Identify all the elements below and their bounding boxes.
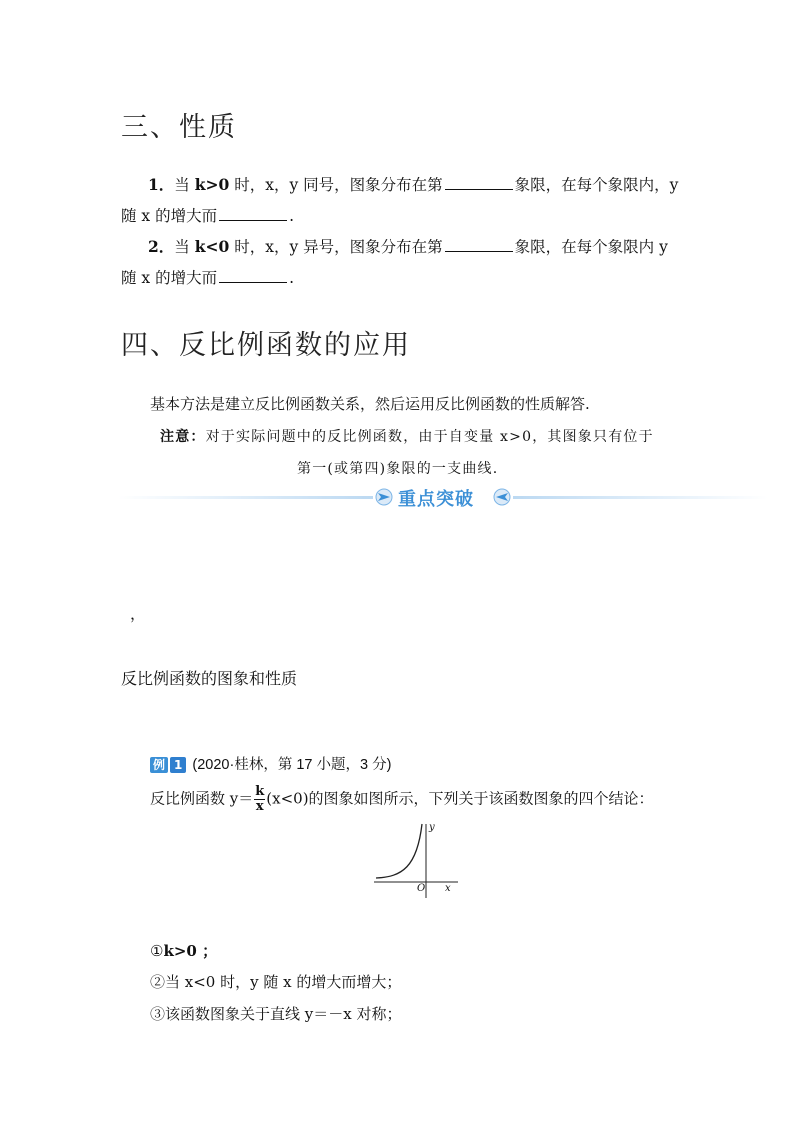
stem-suffix: (x<0)的图象如图所示，下列关于该函数图象的四个结论：	[266, 789, 654, 808]
graph-origin-label: O	[417, 883, 426, 894]
section-heading-application: 四、反比例函数的应用	[121, 330, 411, 361]
banner-title: 重点突破	[398, 489, 474, 510]
property-1-blank-trend[interactable]	[219, 206, 287, 221]
fraction-k-over-x	[254, 785, 265, 814]
property-1-line-2	[121, 206, 294, 226]
property-1-line-1	[148, 175, 678, 195]
conclusion-3-text: 该函数图象关于直线 y＝－x 对称；	[165, 1005, 402, 1023]
conclusion-1-text: k>0 ；	[163, 942, 218, 960]
example-stem	[150, 785, 654, 814]
property-2-blank-trend[interactable]	[219, 268, 287, 283]
conclusion-3-mark: ③	[150, 1005, 166, 1023]
property-1-text-c: 象限，在每个象限内，y	[514, 176, 679, 194]
section-heading-properties: 三、性质	[121, 112, 237, 143]
conclusion-3	[150, 1004, 402, 1024]
property-2-text-b: 时，x，y 异号，图象分布在第	[234, 238, 443, 256]
stem-prefix: 反比例函数 y＝	[150, 789, 254, 808]
stray-comma: ，	[130, 605, 146, 623]
property-1-condition: k>0	[194, 175, 230, 194]
property-2-text-c: 象限，在每个象限内 y	[514, 238, 668, 256]
property-1-end: .	[289, 207, 295, 225]
graph-x-label: x	[445, 883, 451, 894]
conclusion-2-mark: ②	[150, 973, 166, 991]
conclusion-1-mark: ①	[150, 942, 164, 960]
example-number: 1	[170, 757, 186, 773]
example-header	[150, 753, 391, 774]
property-1-text-d: 随 x 的增大而	[121, 207, 218, 225]
conclusion-2	[150, 972, 401, 992]
property-2-line-1	[148, 237, 668, 257]
fraction-numerator: k	[255, 784, 265, 799]
property-2-text-a: 当	[174, 238, 190, 256]
conclusion-2-text: 当 x<0 时，y 随 x 的增大而增大；	[165, 973, 402, 991]
section-banner	[118, 484, 768, 510]
function-graph	[372, 822, 462, 900]
property-1-number: 1．	[148, 175, 175, 194]
application-method: 基本方法是建立反比例函数关系，然后运用反比例函数的性质解答.	[150, 395, 590, 413]
hyperbola-curve	[376, 824, 422, 878]
application-note-line-1	[160, 426, 654, 446]
property-1-text-b: 时，x，y 同号，图象分布在第	[234, 176, 443, 194]
application-note-line-2: 第一(或第四)象限的一支曲线.	[297, 461, 499, 477]
example-source: (2020·桂林，第 17 小题，3 分)	[192, 757, 392, 773]
note-text: 对于实际问题中的反比例函数，由于自变量 x>0，其图象只有位于	[205, 429, 654, 445]
fraction-denominator: x	[255, 799, 264, 814]
left-arrow-icon	[376, 489, 392, 505]
property-2-blank-quadrant[interactable]	[445, 237, 513, 252]
right-arrow-icon	[494, 489, 510, 505]
property-2-text-d: 随 x 的增大而	[121, 269, 218, 287]
property-2-line-2	[121, 268, 294, 288]
property-2-condition: k<0	[194, 237, 230, 256]
property-1-text-a: 当	[174, 176, 190, 194]
example-tag: 例	[150, 757, 168, 773]
conclusion-1	[150, 941, 217, 961]
property-2-end: .	[289, 269, 295, 287]
property-1-blank-quadrant[interactable]	[445, 175, 513, 190]
topic-heading: 反比例函数的图象和性质	[121, 669, 298, 688]
graph-y-label: y	[429, 822, 435, 833]
note-label: 注意：	[160, 429, 206, 445]
property-2-number: 2．	[148, 237, 175, 256]
